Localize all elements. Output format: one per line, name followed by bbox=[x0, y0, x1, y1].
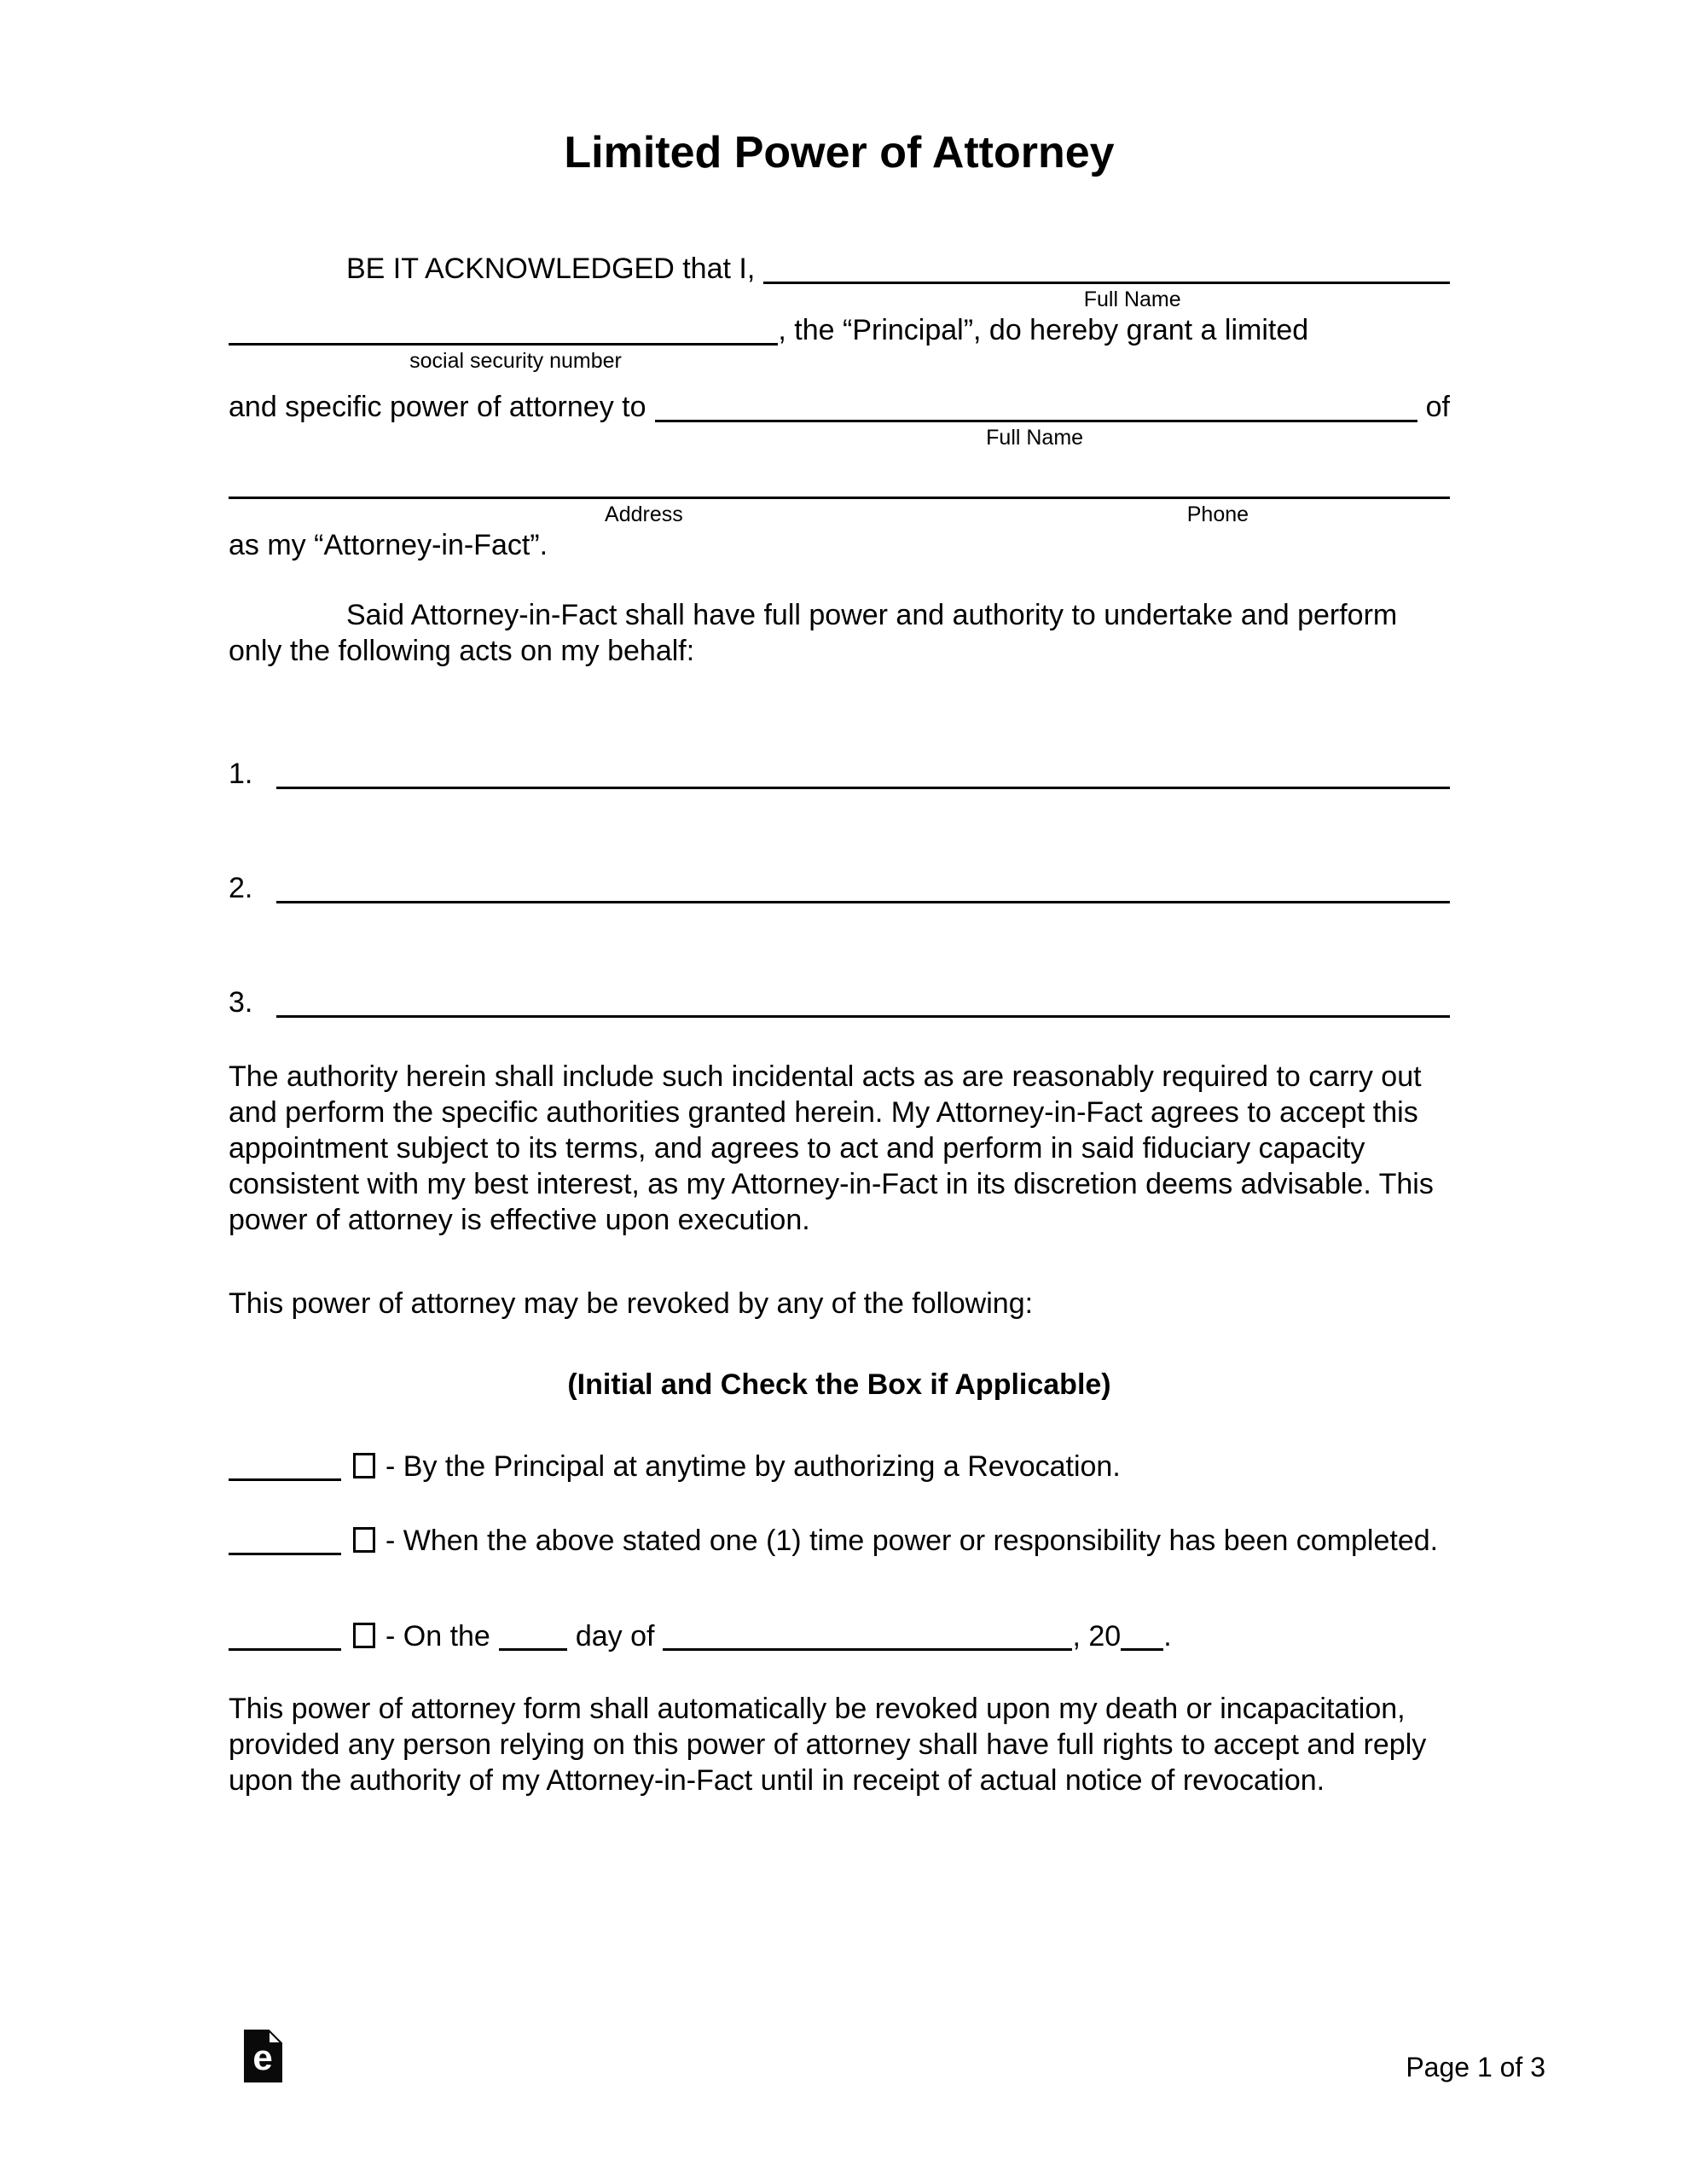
ssn-blank[interactable] bbox=[229, 343, 778, 346]
address-label: Address bbox=[605, 502, 683, 526]
option-2-initials-blank[interactable] bbox=[229, 1526, 341, 1555]
act-item-1 bbox=[229, 756, 1450, 792]
option-1-checkbox[interactable] bbox=[353, 1453, 375, 1478]
address-phone-label-row bbox=[229, 502, 1450, 527]
closing-paragraph: This power of attorney form shall automatically be revoked upon my death or incapacitation, provided any person relying on this power of attorney shall have full rights to accept and reply upon the authority of my Attorney-in-Fact until in receipt of actual notice of revocation. bbox=[229, 1693, 1427, 1797]
option-3-period-text: . bbox=[1163, 1620, 1172, 1653]
grant-row bbox=[229, 389, 1450, 425]
act-3-blank[interactable] bbox=[276, 1015, 1450, 1018]
revocation-option-1 bbox=[229, 1449, 1450, 1484]
agent-full-name-blank[interactable] bbox=[655, 420, 1417, 422]
month-blank[interactable] bbox=[663, 1622, 1072, 1651]
option-3-initials-blank[interactable] bbox=[229, 1622, 341, 1651]
acknowledged-text: BE IT ACKNOWLEDGED that I, bbox=[346, 253, 756, 285]
ssn-row bbox=[229, 312, 1450, 348]
act-1-blank[interactable] bbox=[276, 787, 1450, 789]
option-3-mid-text: day of bbox=[575, 1620, 655, 1653]
full-name-label: Full Name bbox=[1083, 288, 1181, 311]
acknowledged-row bbox=[229, 251, 1450, 287]
attorney-in-fact-text: as my “Attorney-in-Fact”. bbox=[229, 529, 548, 561]
revocation-option-3 bbox=[229, 1618, 1450, 1654]
page-indicator: Page 1 of 3 bbox=[1406, 2052, 1545, 2082]
address-phone-row bbox=[229, 466, 1450, 502]
act-2-blank[interactable] bbox=[276, 901, 1450, 903]
acts-intro-paragraph: Said Attorney-in-Fact shall have full power and authority to undertake and perform only the following acts on my behalf: bbox=[229, 599, 1398, 667]
option-3-checkbox[interactable] bbox=[353, 1623, 375, 1648]
attorney-in-fact-row bbox=[229, 527, 1450, 563]
ssn-label-row bbox=[229, 348, 1450, 374]
ssn-label: social security number bbox=[409, 349, 622, 373]
act-item-2 bbox=[229, 870, 1450, 906]
option-2-text: - When the above stated one (1) time power or responsibility has been completed. bbox=[386, 1525, 1439, 1557]
option-1-initials-blank[interactable] bbox=[229, 1452, 341, 1481]
option-3-year-text: , 20 bbox=[1072, 1620, 1122, 1653]
year-blank[interactable] bbox=[1121, 1622, 1163, 1651]
address-phone-blank[interactable] bbox=[229, 497, 1450, 499]
revocation-heading: (Initial and Check the Box if Applicable) bbox=[567, 1368, 1111, 1401]
act-number: 3. bbox=[229, 986, 253, 1019]
full-name-label-row-2 bbox=[229, 425, 1450, 450]
revocation-option-2 bbox=[229, 1523, 1450, 1559]
act-number: 1. bbox=[229, 758, 253, 790]
revocation-intro: This power of attorney may be revoked by any of the following: bbox=[229, 1287, 1034, 1320]
authority-paragraph: The authority herein shall include such incidental acts as are reasonably required to carry out and perform the specific authorities granted herein. My Attorney-in-Fact agrees to accept this appointment subject to its terms, and agrees to act and perform in said fiduciary capacity consistent with my best interest, as my Attorney-in-Fact in its discretion deems advisable. This power of attorney is effective upon execution. bbox=[229, 1060, 1434, 1236]
page-title: Limited Power of Attorney bbox=[564, 128, 1115, 177]
option-2-checkbox[interactable] bbox=[353, 1527, 375, 1553]
option-3-prefix-text: - On the bbox=[386, 1620, 490, 1653]
intro-section bbox=[229, 251, 1450, 563]
grant-suffix-text: of bbox=[1425, 391, 1450, 423]
spacer bbox=[229, 450, 1450, 466]
principal-full-name-blank[interactable] bbox=[763, 282, 1450, 284]
full-name-label: Full Name bbox=[986, 426, 1084, 450]
full-name-label-row-1 bbox=[229, 287, 1450, 312]
option-1-text: - By the Principal at anytime by authorizing a Revocation. bbox=[386, 1450, 1121, 1483]
grant-prefix-text: and specific power of attorney to bbox=[229, 391, 646, 423]
principal-suffix-text: , the “Principal”, do hereby grant a limited bbox=[778, 314, 1309, 346]
eforms-logo-icon bbox=[243, 2029, 283, 2083]
phone-label: Phone bbox=[1186, 502, 1249, 526]
logo-letter: e bbox=[252, 2037, 273, 2077]
day-blank[interactable] bbox=[499, 1622, 567, 1651]
act-number: 2. bbox=[229, 872, 253, 904]
act-item-3 bbox=[229, 985, 1450, 1020]
